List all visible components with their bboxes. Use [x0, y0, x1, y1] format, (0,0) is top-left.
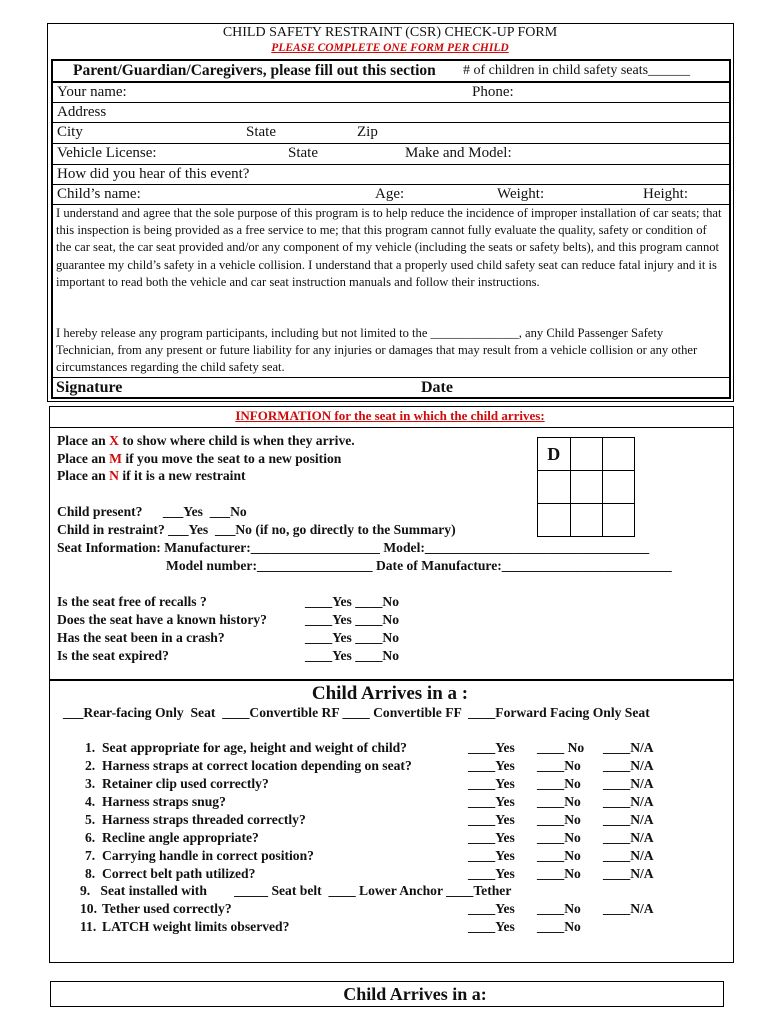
child-arrives-heading: Child Arrives in a : — [311, 683, 469, 704]
checklist-item-number: 7. — [85, 848, 96, 863]
grid-cell[interactable] — [602, 504, 634, 537]
checklist-na[interactable]: ____N/A — [603, 776, 654, 791]
checklist-yes[interactable]: ____Yes — [468, 776, 515, 791]
checklist-item-text: Correct belt path utilized? — [102, 866, 256, 881]
your-name-field[interactable]: Your name: — [57, 84, 127, 100]
divider — [52, 122, 730, 123]
checklist-yes[interactable]: ____Yes — [468, 848, 515, 863]
child-in-restraint-question[interactable]: Child in restraint? ___Yes ___No (if no, go directly to the Summary) — [57, 522, 456, 537]
vehicle-state-field[interactable]: State — [288, 145, 318, 161]
grid-cell[interactable] — [570, 438, 602, 471]
height-field[interactable]: Height: — [643, 186, 688, 202]
phone-field[interactable]: Phone: — [472, 84, 514, 100]
checklist-item-text: Recline angle appropriate? — [102, 830, 259, 845]
form-subtitle: PLEASE COMPLETE ONE FORM PER CHILD — [271, 42, 509, 54]
make-model-field[interactable]: Make and Model: — [405, 145, 512, 161]
child-present-question[interactable]: Child present? ___Yes ___No — [57, 504, 247, 519]
vehicle-license-field[interactable]: Vehicle License: — [57, 145, 157, 161]
n-letter: N — [109, 468, 119, 483]
divider — [52, 143, 730, 144]
checklist-item-number: 10. — [80, 901, 97, 916]
age-field[interactable]: Age: — [375, 186, 405, 202]
m-letter: M — [109, 451, 122, 466]
seat-info-line[interactable]: Seat Information: Manufacturer:___________________ Model:_________________________________ — [57, 540, 650, 555]
checklist-item-text: Seat appropriate for age, height and weight of child? — [102, 740, 407, 755]
checklist-no[interactable]: ____No — [537, 794, 581, 809]
grid-cell[interactable] — [570, 504, 602, 537]
seat-info-heading: INFORMATION for the seat in which the child arrives: — [235, 408, 545, 423]
vehicle-seat-grid — [537, 437, 635, 537]
instruction-x — [57, 433, 355, 449]
expired-question: Is the seat expired? — [57, 648, 169, 663]
recalls-answer[interactable]: ____Yes ____No — [305, 594, 400, 609]
instruction-text: to show where child is when they arrive. — [118, 433, 355, 448]
checklist-na[interactable]: ____N/A — [603, 812, 654, 827]
checklist-item-number: 5. — [85, 812, 96, 827]
history-question: Does the seat have a known history? — [57, 612, 267, 627]
instruction-m — [57, 451, 341, 467]
checklist-item-text: Harness straps at correct location depending on seat? — [102, 758, 412, 773]
checklist-no[interactable]: ____ No — [537, 740, 585, 755]
checklist-no[interactable]: ____No — [537, 758, 581, 773]
weight-field[interactable]: Weight: — [497, 186, 545, 202]
checklist-no[interactable]: ____No — [537, 776, 581, 791]
divider — [50, 427, 733, 428]
checklist-item-number: 3. — [85, 776, 96, 791]
checklist-item-number: 6. — [85, 830, 96, 845]
checklist-no[interactable]: ____No — [537, 866, 581, 881]
instruction-prefix: Place an — [57, 433, 110, 448]
instruction-prefix: Place an — [57, 468, 110, 483]
checklist-yes[interactable]: ____Yes — [468, 794, 515, 809]
grid-cell-driver[interactable]: D — [538, 438, 571, 471]
recalls-question: Is the seat free of recalls ? — [57, 594, 207, 609]
checklist-yes[interactable]: ____Yes — [468, 919, 515, 934]
divider — [52, 377, 730, 378]
checklist-no[interactable]: ____No — [537, 830, 581, 845]
checklist-item-number: 11. — [80, 919, 97, 934]
zip-field[interactable]: Zip — [357, 124, 378, 140]
divider — [52, 81, 730, 83]
checklist-yes[interactable]: ____Yes — [468, 901, 515, 916]
checklist-yes[interactable]: ____Yes — [468, 866, 515, 881]
signature-field[interactable]: Signature — [56, 379, 123, 396]
model-number-line[interactable]: Model number:_________________ Date of Manufacture:_________________________ — [166, 558, 672, 573]
crash-question: Has the seat been in a crash? — [57, 630, 225, 645]
checklist-no[interactable]: ____No — [537, 848, 581, 863]
checklist-no[interactable]: ____No — [537, 901, 581, 916]
checklist-na[interactable]: ____N/A — [603, 794, 654, 809]
divider — [52, 184, 730, 185]
agreement-paragraph: I understand and agree that the sole purpose of this program is to help reduce the incidence of improper installation of car seats; that this inspection is being provided as a free service to me; that this program cannot fully evaluate the quality, safety or condition of the car seat, the car seat provided and/or any component of my vehicle (including the seats or safety belts), and this program cannot guarantee my child’s safety in a vehicle collision. I understand that a properly used child safety seat can reduce fatal injury and it is important to read both the vehicle and car seat instruction manuals and follow their instructions. — [56, 206, 722, 289]
checklist-na[interactable]: ____N/A — [603, 758, 654, 773]
checklist-item-number: 2. — [85, 758, 96, 773]
checklist-item-text: Tether used correctly? — [102, 901, 232, 916]
childs-name-field[interactable]: Child’s name: — [57, 186, 141, 202]
checklist-na[interactable]: ____N/A — [603, 848, 654, 863]
form-title: CHILD SAFETY RESTRAINT (CSR) CHECK-UP FORM — [222, 25, 558, 40]
instruction-text: if you move the seat to a new position — [121, 451, 342, 466]
divider — [52, 164, 730, 165]
checklist-item-text: Harness straps threaded correctly? — [102, 812, 306, 827]
checklist-item-text: LATCH weight limits observed? — [102, 919, 290, 934]
checklist-item-text: Harness straps snug? — [102, 794, 226, 809]
checklist-item-text: Retainer clip used correctly? — [102, 776, 269, 791]
caregiver-heading: Parent/Guardian/Caregivers, please fill out this section — [73, 62, 436, 79]
child-arrives-heading-2: Child Arrives in a: — [343, 984, 487, 1004]
date-field[interactable]: Date — [421, 379, 453, 396]
checklist-item-number: 1. — [85, 740, 96, 755]
grid-cell[interactable] — [602, 471, 634, 504]
instruction-n — [57, 468, 246, 484]
children-count-label[interactable]: # of children in child safety seats______ — [463, 63, 691, 78]
release-paragraph: I hereby release any program participants, including but not limited to the ______________, any Child Passenger Safety Technician, from any present or future liability for any injuries or damages that may result from a vehicle collision or any other circumstances regarding the child safety seat. — [56, 326, 698, 375]
grid-cell[interactable] — [602, 438, 634, 471]
checklist-no[interactable]: ____No — [537, 919, 581, 934]
grid-cell[interactable] — [538, 471, 571, 504]
instruction-text: if it is a new restraint — [118, 468, 246, 483]
how-hear-field[interactable]: How did you hear of this event? — [57, 166, 250, 182]
checklist-na[interactable]: ____N/A — [603, 901, 654, 916]
checklist-item-number: 4. — [85, 794, 96, 809]
checklist-yes[interactable]: ____Yes — [468, 758, 515, 773]
checklist-item-number: 8. — [85, 866, 96, 881]
divider — [52, 102, 730, 103]
checklist-yes[interactable]: ____Yes — [468, 830, 515, 845]
grid-cell[interactable] — [538, 504, 571, 537]
grid-cell[interactable] — [570, 471, 602, 504]
checklist-na[interactable]: ____N/A — [603, 740, 654, 755]
checklist-na[interactable]: ____N/A — [603, 830, 654, 845]
expired-answer[interactable]: ____Yes ____No — [305, 648, 400, 663]
checklist-no[interactable]: ____No — [537, 812, 581, 827]
seat-type-options[interactable]: ___Rear-facing Only Seat ____Convertible RF ____ Convertible FF ____Forward Facing Only Seat — [63, 705, 650, 720]
checklist-yes[interactable]: ____Yes — [468, 740, 515, 755]
city-field[interactable]: City — [57, 124, 83, 140]
checklist-na[interactable]: ____N/A — [603, 866, 654, 881]
instruction-prefix: Place an — [57, 451, 110, 466]
checklist-yes[interactable]: ____Yes — [468, 812, 515, 827]
crash-answer[interactable]: ____Yes ____No — [305, 630, 400, 645]
x-letter: X — [109, 433, 119, 448]
checklist-item-9[interactable]: 9. Seat installed with _____ Seat belt ____ Lower Anchor ____Tether — [80, 883, 512, 898]
history-answer[interactable]: ____Yes ____No — [305, 612, 400, 627]
checklist-item-text: Carrying handle in correct position? — [102, 848, 314, 863]
state-field[interactable]: State — [246, 124, 276, 140]
address-field[interactable]: Address — [57, 104, 107, 120]
